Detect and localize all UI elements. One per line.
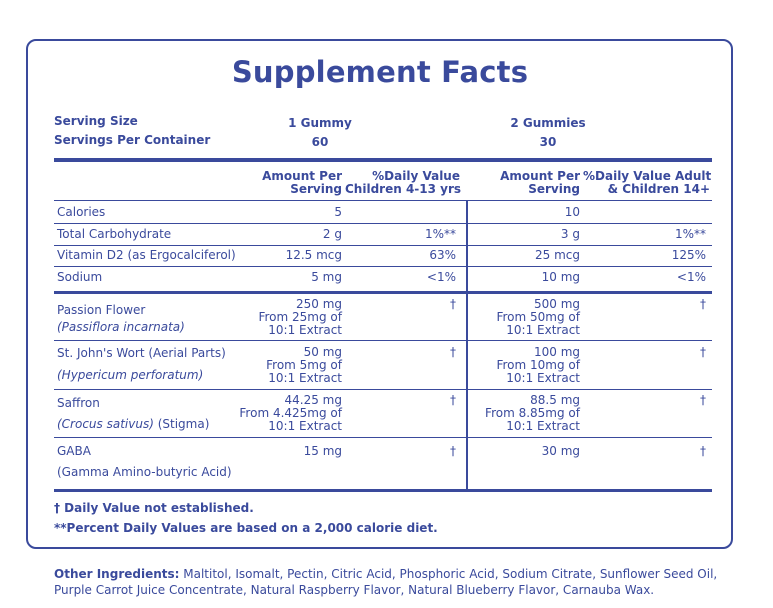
botanical-latin-name: (Crocus sativus)	[57, 417, 154, 431]
row-divider	[54, 200, 712, 201]
botanical-amount-2-line1: 500 mg	[533, 297, 580, 311]
botanical-dv-1: †	[450, 444, 456, 458]
nutrient-amount-1: 5 mg	[311, 270, 342, 284]
section-rule	[54, 291, 712, 294]
botanical-amount-1-line2: From 5mg of	[266, 358, 342, 372]
nutrient-amount-2: 10 mg	[541, 270, 580, 284]
footnote-dagger: † Daily Value not established.	[54, 501, 254, 515]
col2-serving-size: 2 Gummies	[510, 116, 586, 130]
nutrient-name: Vitamin D2 (as Ergocalciferol)	[57, 248, 236, 262]
botanical-dv-2: †	[700, 297, 706, 311]
dv-header-1-line2: Children 4-13 yrs	[345, 182, 462, 196]
row-divider	[54, 223, 712, 224]
row-divider	[54, 389, 712, 390]
botanical-amount-1-line3: 10:1 Extract	[268, 371, 342, 385]
botanical-amount-1-line2: From 25mg of	[258, 310, 342, 324]
botanical-amount-1-line1: 15 mg	[303, 444, 342, 458]
nutrient-amount-1: 12.5 mcg	[285, 248, 342, 262]
botanical-dv-2: †	[700, 444, 706, 458]
botanical-amount-2-line3: 10:1 Extract	[506, 371, 580, 385]
botanical-amount-1-line2: From 4.425mg of	[239, 406, 342, 420]
footnote-percent: **Percent Daily Values are based on a 2,000 calorie diet.	[54, 521, 438, 535]
nutrient-name: Calories	[57, 205, 106, 219]
nutrient-dv-2: 125%	[671, 248, 706, 262]
botanical-name: GABA	[57, 444, 91, 458]
botanical-amount-1-line3: 10:1 Extract	[268, 419, 342, 433]
nutrient-amount-2: 10	[564, 205, 580, 219]
botanical-amount-2-line1: 100 mg	[533, 345, 580, 359]
nutrient-amount-1: 2 g	[322, 227, 342, 241]
botanical-part: (Stigma)	[153, 417, 210, 431]
nutrient-name: Total Carbohydrate	[57, 227, 172, 241]
botanical-sub-line: (Gamma Amino-butyric Acid)	[57, 465, 232, 479]
servings-per-container-label: Servings Per Container	[54, 133, 211, 147]
botanical-name: Passion Flower	[57, 303, 146, 317]
botanical-amount-2-line3: 10:1 Extract	[506, 419, 580, 433]
amount-header-2-line1: Amount Per	[500, 169, 580, 183]
nutrient-dv-1: 63%	[429, 248, 456, 262]
row-divider	[54, 437, 712, 438]
botanical-dv-1: †	[450, 393, 456, 407]
botanical-amount-2-line3: 10:1 Extract	[506, 323, 580, 337]
nutrient-amount-1: 5	[334, 205, 342, 219]
botanical-amount-2-line1: 30 mg	[541, 444, 580, 458]
page-title: Supplement Facts	[231, 55, 529, 89]
botanical-amount-1-line1: 250 mg	[295, 297, 342, 311]
row-divider	[54, 340, 712, 341]
botanical-amount-2-line1: 88.5 mg	[530, 393, 580, 407]
nutrient-dv-2: 1%**	[674, 227, 706, 241]
botanical-amount-2-line2: From 10mg of	[496, 358, 580, 372]
other-ingredients-text: Maltitol, Isomalt, Pectin, Citric Acid, Phosphoric Acid, Sodium Citrate, Sunflower Seed Oil, Purple Carrot Juice Concentrate, Natural Raspberry Flavor, Natural Blueberry Flavor, Carnauba Wax.	[54, 567, 718, 597]
footer-rule	[54, 489, 712, 492]
botanical-dv-1: †	[450, 297, 456, 311]
serving-size-label: Serving Size	[54, 114, 138, 128]
botanical-dv-2: †	[700, 345, 706, 359]
botanical-dv-2: †	[700, 393, 706, 407]
other-ingredients	[54, 566, 734, 598]
nutrient-amount-2: 3 g	[560, 227, 580, 241]
botanical-amount-2-line2: From 50mg of	[496, 310, 580, 324]
col1-serving-size: 1 Gummy	[288, 116, 352, 130]
amount-header-2-line2: Serving	[528, 182, 580, 196]
header-rule	[54, 158, 712, 162]
nutrient-dv-2: <1%	[676, 270, 706, 284]
nutrient-dv-1: 1%**	[424, 227, 456, 241]
dv-header-1-line1: %Daily Value	[372, 169, 460, 183]
col2-servings-per-container: 30	[539, 135, 557, 149]
botanical-amount-1-line1: 50 mg	[303, 345, 342, 359]
dv-header-2-line1: %Daily Value Adult	[583, 169, 712, 183]
botanical-name: St. John's Wort (Aerial Parts)	[57, 346, 226, 360]
botanical-latin-name: (Hypericum perforatum)	[57, 368, 204, 382]
row-divider	[54, 245, 712, 246]
amount-header-1-line1: Amount Per	[262, 169, 342, 183]
nutrient-name: Sodium	[57, 270, 103, 284]
other-ingredients-label: Other Ingredients:	[54, 567, 180, 581]
row-divider	[54, 266, 712, 267]
botanical-amount-2-line2: From 8.85mg of	[485, 406, 580, 420]
nutrient-dv-1: <1%	[426, 270, 456, 284]
botanical-amount-1-line3: 10:1 Extract	[268, 323, 342, 337]
botanical-amount-1-line1: 44.25 mg	[284, 393, 342, 407]
botanical-latin-name: (Passiflora incarnata)	[57, 320, 185, 334]
amount-header-1-line2: Serving	[290, 182, 342, 196]
col1-servings-per-container: 60	[311, 135, 329, 149]
nutrient-amount-2: 25 mcg	[535, 248, 580, 262]
botanical-name: Saffron	[57, 396, 100, 410]
botanical-dv-1: †	[450, 345, 456, 359]
botanical-sub-line	[57, 418, 209, 431]
dv-header-2-line2: & Children 14+	[607, 182, 710, 196]
